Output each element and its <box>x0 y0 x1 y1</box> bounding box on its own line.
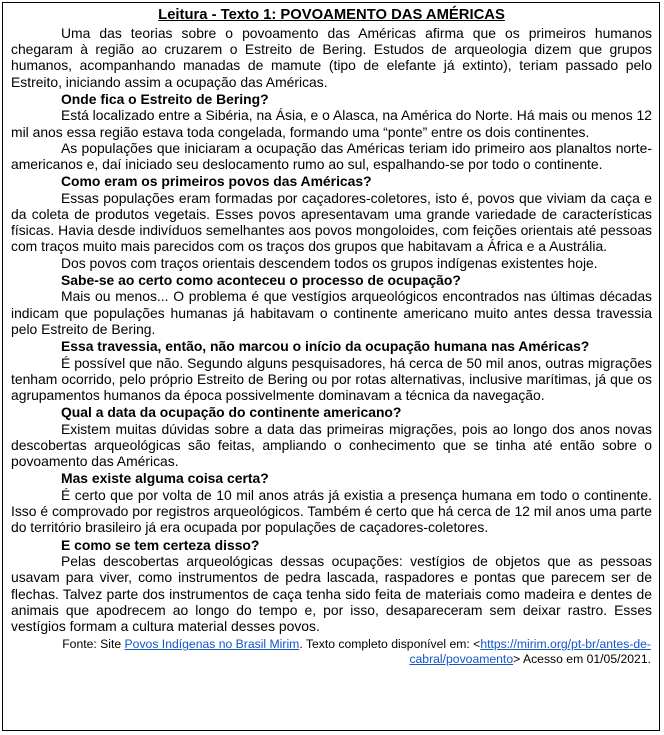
question-heading-certainty: Mas existe alguma coisa certa? <box>61 470 269 487</box>
reading-title <box>11 6 652 25</box>
source-url-link[interactable]: https://mirim.org/pt-br/antes-de-cabral/povoamento <box>409 637 651 667</box>
reading-title-text: Leitura - Texto 1: POVOAMENTO DAS AMÉRICAS <box>158 7 505 23</box>
paragraph-bering-location: Está localizado entre a Sibéria, na Ásia, e o Alasca, na América do Norte. Há mais ou menos 12 mil anos essa região estava toda congelada, formando uma “ponte” entre os dois continentes. <box>11 107 652 140</box>
paragraph-certainty: É certo que por volta de 10 mil anos atrás já existia a presença humana em todo o continente. Isso é comprovado por registros arqueológicos. Também é certo que há cerca de 12 mil anos uma parte do território brasileiro já era ocupada por populações de caçadores-coletores. <box>11 487 652 536</box>
question-heading-evidence: E como se tem certeza disso? <box>61 536 260 553</box>
reading-box <box>2 2 660 731</box>
paragraph-date: Existem muitas dúvidas sobre a data das primeiras migrações, pois ao longo dos anos novas descobertas arqueológicas são feitas, ampliando o conhecimento que se tinha até então sobre o povoamento das Américas. <box>11 420 652 470</box>
source-middle: . Texto completo disponível em: < <box>299 637 481 652</box>
source-suffix: > Acesso em 01/05/2021. <box>513 652 651 667</box>
source-prefix: Fonte: Site <box>62 637 125 652</box>
article-body <box>11 25 652 634</box>
paragraph-intro: Uma das teorias sobre o povoamento das Américas afirma que os primeiros humanos chegaram à região ao cruzarem o Estreito de Bering. Estudos de arqueologia dizem que grupos humanos, acompanhando manadas de mamute (tipo de elefante já extinto), teriam passado pelo Estreito, iniciando assim a ocupação das Américas. <box>11 25 652 90</box>
question-heading-first-peoples: Como eram os primeiros povos das Américas? <box>61 173 372 190</box>
question-heading-process: Sabe-se ao certo como aconteceu o processo de ocupação? <box>61 271 461 288</box>
paragraph-first-peoples: Essas populações eram formadas por caçadores-coletores, isto é, povos que viviam da caça e da coleta de produtos vegetais. Esses povos apresentavam uma grande variedade de características físicas. Havia desde indivíduos semelhantes aos povos mongoloides, com feições orientais até pessoas com traços muito mais parecidos com os traços dos grupos que habitavam a África e a Austrália. <box>11 189 652 255</box>
question-heading-date: Qual a data da ocupação do continente americano? <box>61 404 402 421</box>
paragraph-crossing: É possível que não. Segundo alguns pesquisadores, há cerca de 50 mil anos, outras migrações tenham ocorrido, pelo próprio Estreito de Bering ou por rotas alternativas, inclusive marítimas, já que os agrupamentos humanos da época possivelmente dominavam a técnica da navegação. <box>11 354 652 404</box>
paragraph-bering-spread: As populações que iniciaram a ocupação das Américas teriam ido primeiro aos planaltos norte-americanos e, daí iniciado seu deslocamento rumo ao sul, espalhando-se por todo o continente. <box>11 139 652 173</box>
paragraph-process: Mais ou menos... O problema é que vestígios arqueológicos encontrados nas últimas décadas indicam que populações humanas já habitavam o continente americano muito antes dessa travessia pelo Estreito de Bering. <box>11 288 652 337</box>
paragraph-evidence: Pelas descobertas arqueológicas dessas ocupações: vestígios de objetos que as pessoas usavam para viver, como instrumentos de pedra lascada, raspadores e pontas que parecem ser de flechas. Talvez parte dos instrumentos de caça tenha sido feita de materiais como madeira e dentes de animais que apodrecem ao longo do tempo e, por isso, desapareceram sem deixar rastro. Esses vestígios formam a cultura material desses povos. <box>11 553 652 635</box>
paragraph-oriental-descent: Dos povos com traços orientais descendem todos os grupos indígenas existentes hoje. <box>61 254 598 271</box>
source-citation <box>11 637 652 667</box>
question-heading-bering-location: Onde fica o Estreito de Bering? <box>61 90 269 107</box>
site-link[interactable]: Povos Indígenas no Brasil Mirim <box>124 637 300 652</box>
question-heading-crossing: Essa travessia, então, não marcou o início da ocupação humana nas Américas? <box>61 338 590 355</box>
